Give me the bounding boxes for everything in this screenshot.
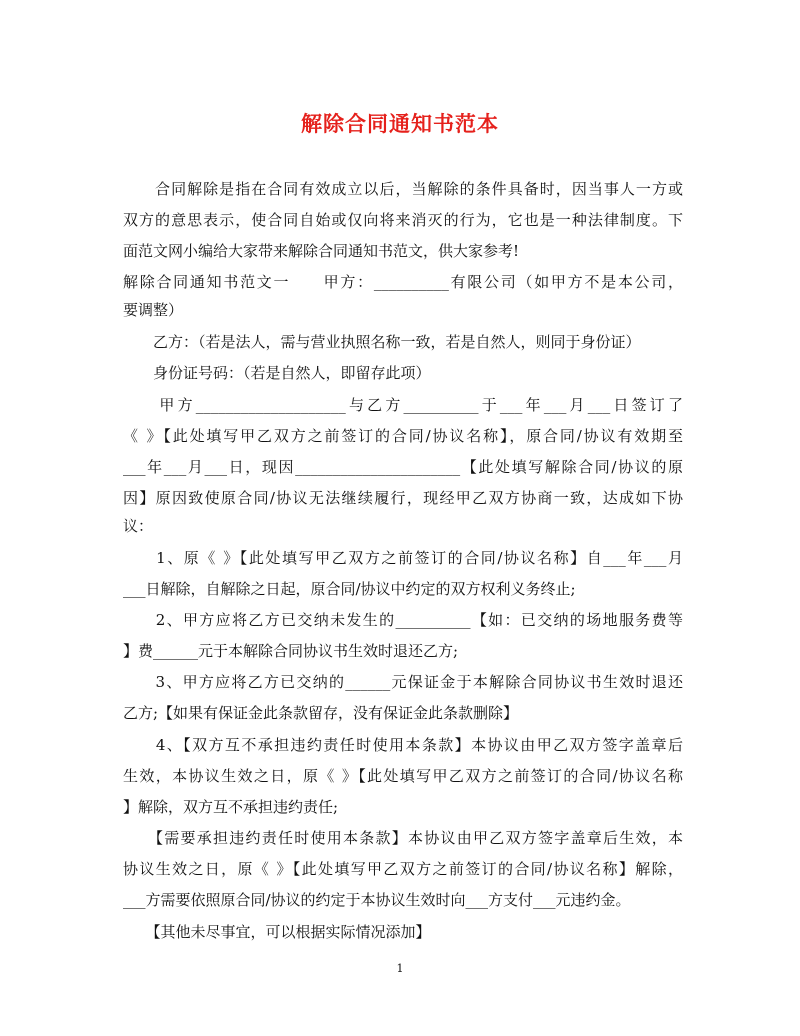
- body-line: 甲方____________________与乙方__________于___年___月___日签订了: [123, 396, 683, 414]
- body-line: 3、甲方应将乙方已交纳的______元保证金于本解除合同协议书生效时退还: [123, 673, 683, 691]
- body-line: 1、原《 》【此处填写甲乙双方之前签订的合同/协议名称】自___年___月: [123, 549, 683, 567]
- body-line: 乙方：（若是法人，需与营业执照名称一致，若是自然人，则同于身份证）: [123, 333, 641, 351]
- body-line: ___年___月___日，现因______________________【此处填写解除合同/协议的原: [123, 458, 683, 476]
- body-line: ___日解除，自解除之日起，原合同/协议中约定的双方权利义务终止;: [123, 580, 576, 598]
- body-line: 解除合同通知书范文一 甲方：__________有限公司（如甲方不是本公司，: [123, 273, 683, 291]
- body-line: 】费______元于本解除合同协议书生效时退还乙方;: [123, 642, 459, 660]
- body-line: 身份证号码：（若是自然人，即留存此项）: [123, 364, 431, 382]
- body-line: 【需要承担违约责任时使用本条款】本协议由甲乙双方签字盖章后生效，本: [123, 829, 683, 847]
- body-line: 协议生效之日，原《 》【此处填写甲乙双方之前签订的合同/协议名称】解除，: [123, 860, 683, 878]
- body-line: 议：: [123, 517, 154, 535]
- body-line: 双方的意思表示，使合同自始或仅向将来消灭的行为，它也是一种法律制度。下: [123, 211, 683, 229]
- body-line: 因】原因致使原合同/协议无法继续履行，现经甲乙双方协商一致，达成如下协: [123, 489, 683, 507]
- body-line: 生效，本协议生效之日，原《 》【此处填写甲乙双方之前签订的合同/协议名称: [123, 767, 683, 785]
- body-line: ___方需要依照原合同/协议的约定于本协议生效时向___方支付___元违约金。: [123, 891, 631, 909]
- body-line: 【其他未尽事宜，可以根据实际情况添加】: [123, 923, 431, 941]
- body-line: 】解除，双方互不承担违约责任;: [123, 798, 339, 816]
- page-number: 1: [396, 962, 404, 975]
- body-line: 要调整）: [123, 301, 184, 319]
- page-title: 解除合同通知书范本: [301, 112, 499, 136]
- body-line: 2、甲方应将乙方已交纳未发生的__________【如：已交纳的场地服务费等: [123, 611, 683, 629]
- body-line: 4、【双方互不承担违约责任时使用本条款】本协议由甲乙双方签字盖章后: [123, 736, 683, 754]
- body-line: 乙方;【如果有保证金此条款留存，没有保证金此条款删除】: [123, 704, 519, 722]
- body-line: 面范文网小编给大家带来解除合同通知书范文，供大家参考!: [123, 242, 520, 260]
- body-line: 《 》【此处填写甲乙双方之前签订的合同/协议名称】，原合同/协议有效期至: [123, 427, 683, 445]
- body-line: 合同解除是指在合同有效成立以后，当解除的条件具备时，因当事人一方或: [123, 180, 683, 198]
